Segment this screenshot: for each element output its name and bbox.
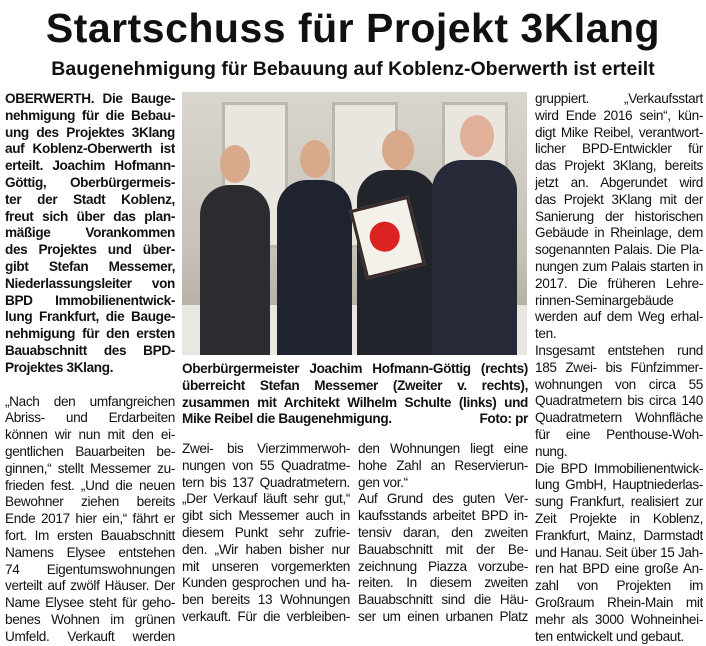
article-photo bbox=[182, 92, 527, 355]
text-line: des Projektes und über- bbox=[5, 242, 175, 258]
text-line: mehr als 3000 Wohneinhei- bbox=[535, 611, 703, 627]
article-column-1 bbox=[5, 91, 175, 646]
text-line: hohe Zahl an Reservierun- bbox=[358, 457, 528, 473]
text-line: kaufsstands arbeitet BPD in- bbox=[358, 508, 528, 524]
article-paragraph bbox=[535, 461, 703, 646]
text-line: tensiv daran, den zweiten bbox=[358, 524, 528, 540]
photo-credit: Foto: pr bbox=[479, 411, 528, 427]
text-line: verkauft. Für die verbleiben- bbox=[182, 608, 350, 624]
text-line: das Projekt 3Klang mit der bbox=[535, 191, 703, 207]
text-line: Projektes 3Klang. bbox=[5, 359, 114, 375]
text-line: ten entwickelt und gebaut. bbox=[535, 628, 684, 644]
text-line: werden auf dem Weg erhal- bbox=[535, 309, 703, 325]
text-line: Quadratmetern bis circa 140 bbox=[535, 393, 703, 409]
text-line: nehmigung für die Bebau- bbox=[5, 107, 175, 123]
text-line: fort. Im ersten Bauabschnitt bbox=[5, 527, 175, 543]
person-right bbox=[432, 115, 517, 355]
article-paragraph bbox=[358, 491, 528, 625]
text-line: auf Koblenz-Oberwerth ist bbox=[5, 141, 175, 157]
text-line: zeichnung Piazza vorzube- bbox=[358, 558, 528, 574]
text-line: wird Ende 2016 sein“, kün- bbox=[535, 107, 703, 123]
text-line: OBERWERTH. Die Bauge- bbox=[5, 91, 175, 106]
person-second bbox=[277, 140, 352, 355]
text-line: Sanierung der historischen bbox=[535, 208, 703, 224]
text-line: gen vor.“ bbox=[358, 474, 408, 490]
text-line: 185 Zwei- bis Fünfzimmer- bbox=[535, 359, 703, 375]
text-line: Frankfurt, Mainz, Darmstadt bbox=[535, 527, 703, 543]
article-column-4 bbox=[535, 91, 703, 645]
text-line: Ende 2017 hier ein,“ fährt er bbox=[5, 511, 175, 527]
article-paragraph bbox=[535, 91, 703, 343]
text-line: rinnen-Seminargebäude bbox=[535, 292, 674, 308]
article-column-3 bbox=[358, 441, 528, 626]
text-line: ren hat BPD eine große An- bbox=[535, 561, 703, 577]
text-line: ung des Projektes 3Klang bbox=[5, 124, 175, 140]
text-line: den. „Wir haben bisher nur bbox=[182, 541, 350, 557]
text-line: den Wohnungen liegt eine bbox=[358, 441, 528, 456]
text-line: Kunden gesprochen und ha- bbox=[182, 575, 350, 591]
text-line: „Nach den umfangreichen bbox=[5, 393, 175, 409]
text-line: nung. bbox=[535, 443, 568, 459]
text-line: verteilt auf zwölf Häuser. Der bbox=[5, 578, 175, 594]
text-line: wohnungen von circa 55 bbox=[535, 376, 703, 392]
text-line: Quadratmetern Wohnfläche bbox=[535, 410, 703, 426]
text-line: Bewohner ziehen bereits bbox=[5, 494, 175, 510]
text-line: und Hanau. Seit über 15 Jah- bbox=[535, 544, 703, 560]
article-paragraph bbox=[358, 441, 528, 491]
text-line: mit unseren vorgemerkten bbox=[182, 558, 350, 574]
text-line: gruppiert. „Verkaufsstart bbox=[535, 91, 703, 106]
article-paragraph bbox=[5, 394, 175, 646]
text-line: frieden fest. „Und die neuen bbox=[5, 477, 175, 493]
article-paragraph bbox=[5, 91, 175, 377]
text-line: Bauabschnitt des BPD- bbox=[5, 342, 175, 358]
text-line: nungen zum Palais starten in bbox=[535, 258, 703, 274]
text-line: reiten. In diesem zweiten bbox=[358, 575, 528, 591]
text-line: Gebäude in Rheinlage, dem bbox=[535, 225, 703, 241]
text-line: sung Frankfurt, realisiert zur bbox=[535, 494, 703, 510]
text-line: benes Wohnen im grünen bbox=[5, 611, 175, 627]
text-line: 2017. Die früheren Lehre- bbox=[535, 275, 703, 291]
text-line: gentlichen Bauarbeiten be- bbox=[5, 443, 175, 459]
text-line: das Projekt 3Klang, bereits bbox=[535, 158, 703, 174]
subheadline: Baugenehmigung für Bebauung auf Koblenz-Oberwerth ist erteilt bbox=[51, 58, 655, 80]
text-line: Göttig, Oberbürgermeis- bbox=[5, 174, 175, 190]
text-line: Bauabschnitt mit der Be- bbox=[358, 541, 528, 557]
caption-text: Oberbürgermeister Joachim Hofmann-Göttig (rechts) überreicht Stefan Messemer (Zweiter v. rechts), zusammen mit Architekt Wilhelm Schulte (links) und Mike Reibel die Baugenehmigung. bbox=[182, 361, 528, 427]
text-line: ten. bbox=[535, 326, 557, 342]
text-line: lung GmbH, Hauptniederlas- bbox=[535, 477, 703, 493]
text-line: digt Mike Reibel, verantwort- bbox=[535, 124, 703, 140]
text-line: Auf Grund des guten Ver- bbox=[358, 491, 528, 507]
text-line: lung Frankfurt, die Bauge- bbox=[5, 309, 175, 325]
text-line: sogenannten Palais. Die Pla- bbox=[535, 242, 703, 258]
text-line: ser um einen urbanen Platz bbox=[358, 608, 528, 624]
text-line: Zwei- bis Vierzimmerwoh- bbox=[182, 441, 350, 456]
text-line: Namens Elysee entstehen bbox=[5, 544, 175, 560]
text-line: diesem Punkt sehr zufrie- bbox=[182, 524, 350, 540]
text-line: jetzt an. Abgerundet wird bbox=[535, 174, 703, 190]
text-line: zahl von Projekten im bbox=[535, 578, 703, 594]
text-line: „Der Verkauf läuft sehr gut,“ bbox=[182, 491, 350, 507]
text-line: Zeit Projekte in Koblenz, bbox=[535, 510, 703, 526]
text-line: Großraum Rhein-Main mit bbox=[535, 594, 703, 610]
text-line: nungen von 55 Quadratme- bbox=[182, 457, 350, 473]
text-line: Insgesamt entstehen rund bbox=[535, 342, 703, 358]
text-line: ter der Stadt Koblenz, bbox=[5, 191, 175, 207]
text-line: Name Elysee steht für geho- bbox=[5, 595, 175, 611]
text-line: können wir nun mit den ei- bbox=[5, 427, 175, 443]
text-line: Umfeld. Verkauft werden bbox=[5, 628, 175, 644]
text-line: gibt Stefan Messemer, bbox=[5, 258, 175, 274]
text-line: nehmigung für den ersten bbox=[5, 326, 175, 342]
text-line: Die BPD Immobilienentwick- bbox=[535, 460, 703, 476]
text-line: für eine Penthouse-Woh- bbox=[535, 426, 703, 442]
text-line: Niederlassungsleiter von bbox=[5, 275, 175, 291]
text-line: licher BPD-Entwickler für bbox=[535, 141, 703, 157]
text-line: ben bereits 13 Wohnungen bbox=[182, 592, 350, 608]
photo-caption bbox=[182, 361, 528, 428]
text-line: tern bis 137 Quadratmetern. bbox=[182, 474, 350, 490]
article-paragraph bbox=[535, 343, 703, 461]
text-line: Bauabschnitt sind die Häu- bbox=[358, 592, 528, 608]
text-line: erteilt. Joachim Hofmann- bbox=[5, 158, 175, 174]
person-left bbox=[200, 145, 270, 355]
headline: Startschuss für Projekt 3Klang bbox=[45, 5, 661, 51]
text-line: BPD Immobilienentwick- bbox=[5, 292, 175, 308]
text-line: Abriss- und Erdarbeiten bbox=[5, 410, 175, 426]
article-paragraph bbox=[182, 441, 350, 626]
text-line: gibt sich Messemer auch in bbox=[182, 508, 350, 524]
article-column-2 bbox=[182, 441, 350, 626]
text-line: freut sich über das plan- bbox=[5, 208, 175, 224]
text-line: ginnen,“ stellt Messemer zu- bbox=[5, 460, 175, 476]
text-line: mäßige Vorankommen bbox=[5, 225, 175, 241]
text-line: 74 Eigentumswohnungen bbox=[5, 561, 175, 577]
